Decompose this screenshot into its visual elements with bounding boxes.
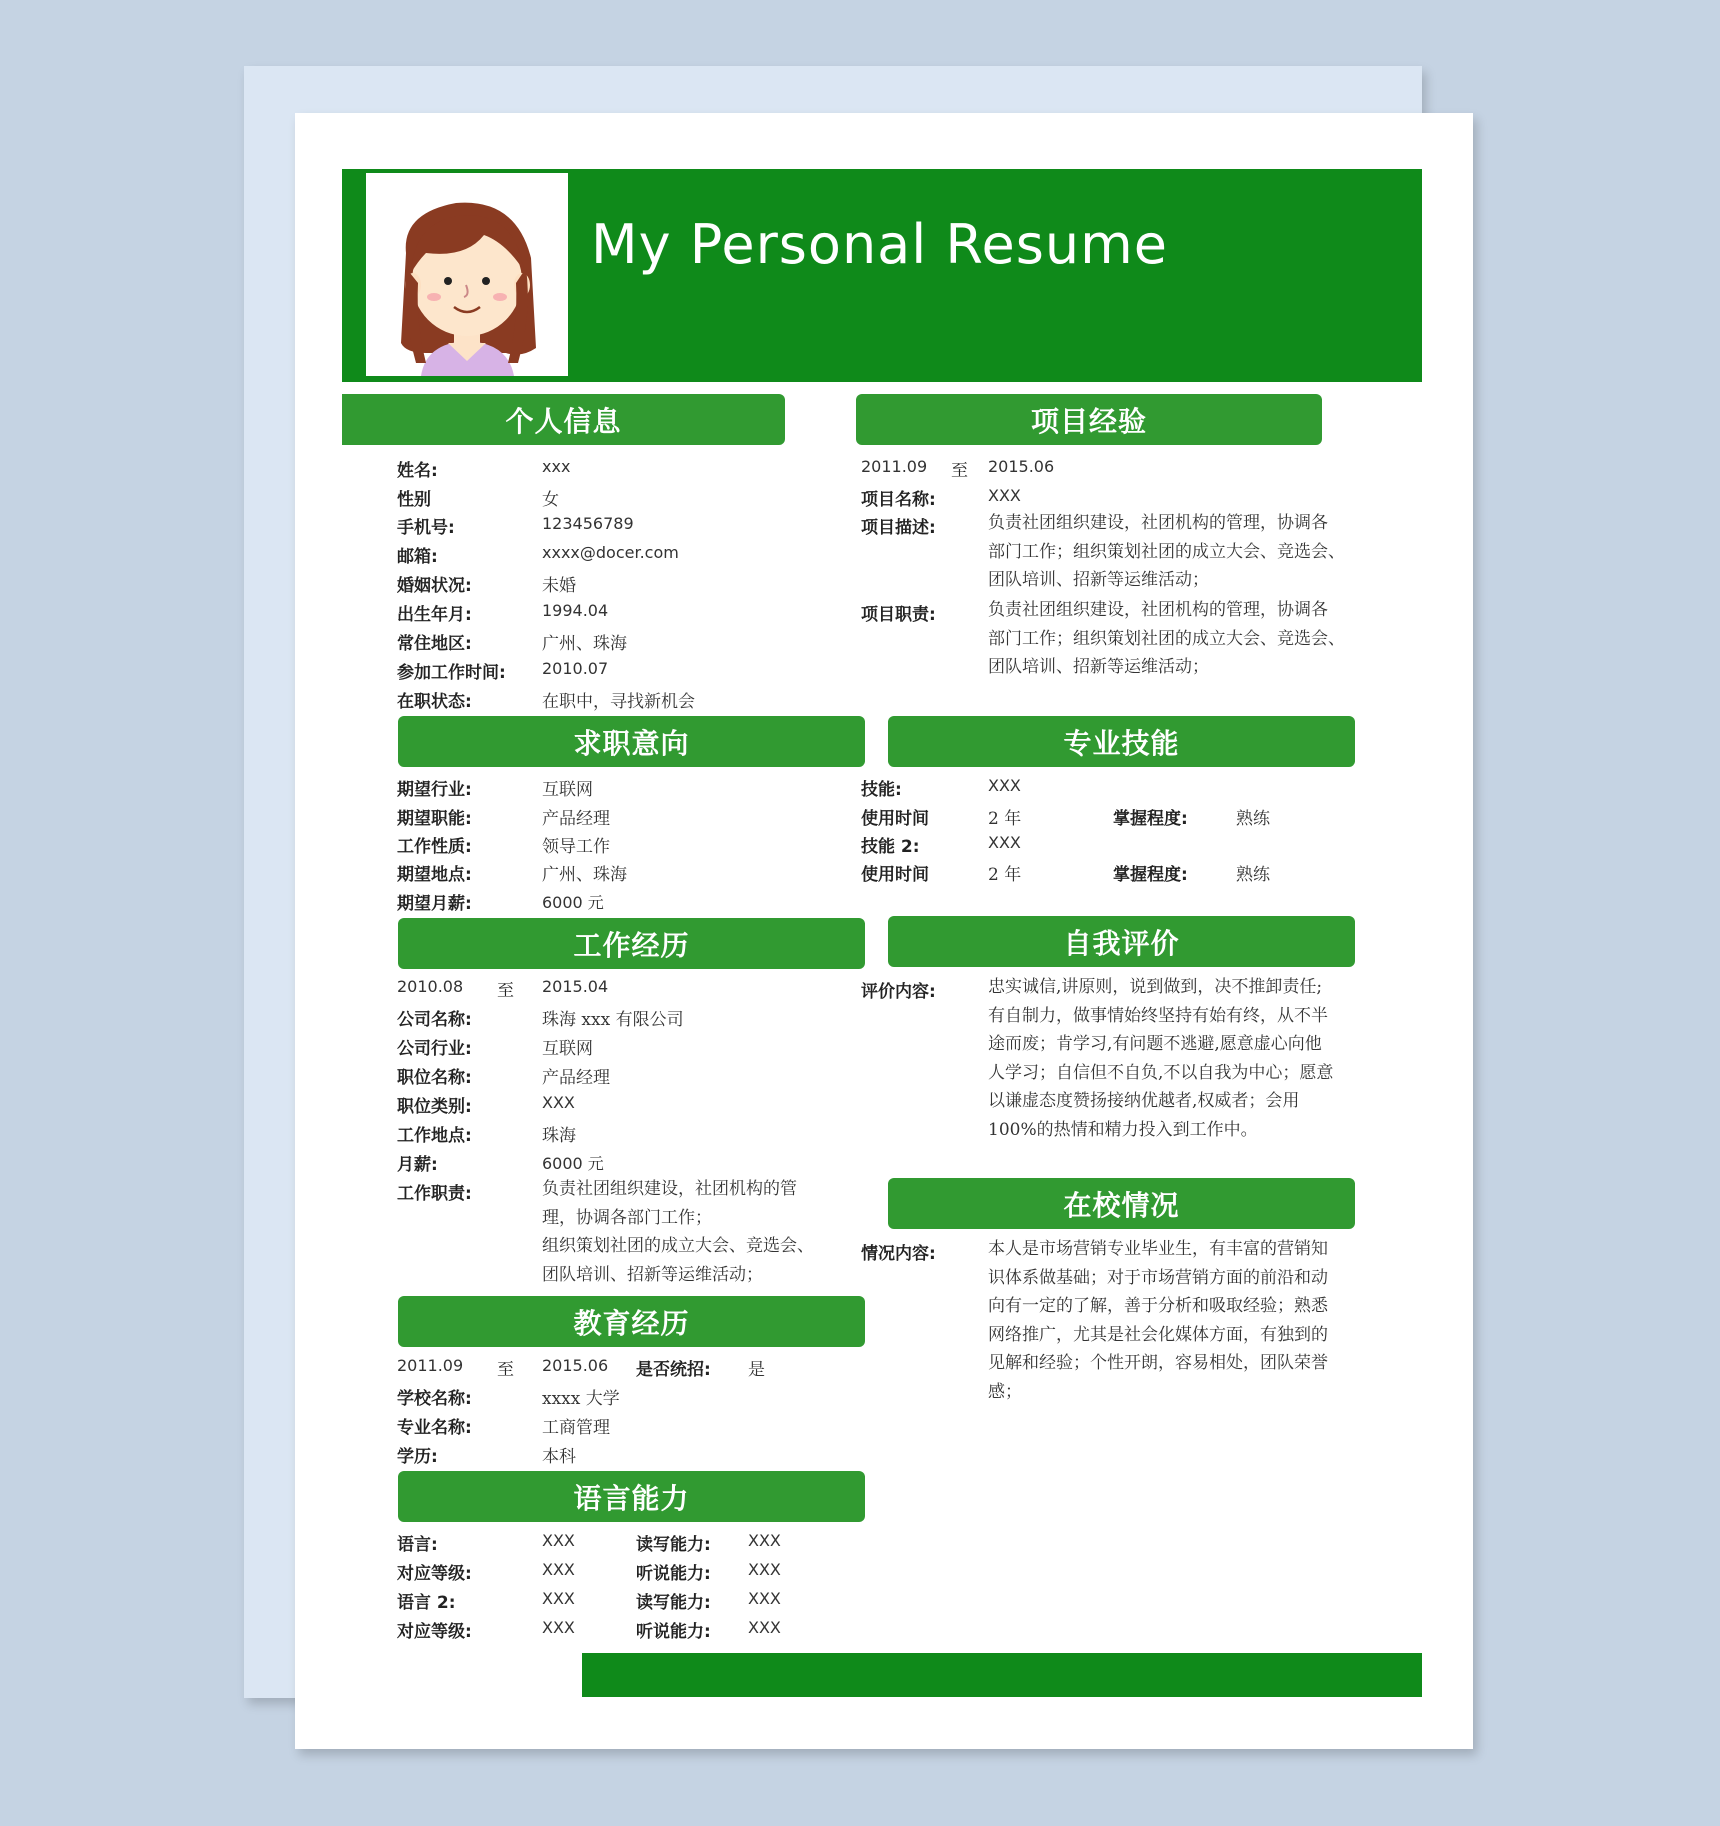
text-line: 组织策划社团的成立大会、竞选会、 (542, 1236, 814, 1256)
work-label: 月薪: (397, 1155, 438, 1175)
work-label: 职位名称: (397, 1068, 472, 1088)
section-self-header: 自我评价 (888, 916, 1355, 967)
skill-level: 熟练 (1236, 809, 1270, 829)
text-line: 见解和经验；个性开朗，容易相处，团队荣誉 (988, 1353, 1328, 1373)
project-duty (988, 596, 1345, 682)
page-title: My Personal Resume (591, 213, 1168, 276)
text-line: 负责社团组织建设，社团机构的管理，协调各 (988, 513, 1328, 533)
work-value: 6000 元 (542, 1154, 604, 1173)
edu-value: 本科 (542, 1447, 576, 1467)
intent-label: 期望月薪: (397, 894, 472, 914)
work-value: 产品经理 (542, 1068, 610, 1088)
avatar (366, 173, 568, 376)
personal-value: 未婚 (542, 576, 576, 596)
text-line: 本人是市场营销专业毕业生，有丰富的营销知 (988, 1239, 1328, 1259)
text-line: 途而废；肯学习,有问题不逃避,愿意虚心向他 (988, 1034, 1322, 1054)
text-line: 负责社团组织建设，社团机构的管 (542, 1179, 797, 1199)
work-label: 公司名称: (397, 1010, 472, 1030)
text-line: 部门工作；组织策划社团的成立大会、竞选会、 (988, 541, 1345, 562)
text-line: 感； (988, 1381, 1022, 1402)
work-value: XXX (542, 1093, 575, 1112)
edu-label: 学历: (397, 1447, 438, 1467)
personal-value: xxx (542, 457, 571, 476)
work-end: 2015.04 (542, 977, 609, 996)
girl-avatar-icon (366, 173, 568, 376)
skill-time-label: 使用时间 (861, 865, 929, 885)
project-start: 2011.09 (861, 457, 928, 476)
personal-value: 1994.04 (542, 601, 609, 620)
lang-label: 读写能力: (636, 1535, 711, 1555)
edu-end: 2015.06 (542, 1356, 609, 1375)
skill-level-label: 掌握程度: (1113, 809, 1188, 829)
edu-start: 2011.09 (397, 1356, 464, 1375)
project-to: 至 (951, 461, 968, 481)
edu-to: 至 (497, 1360, 514, 1380)
text-line: 团队培训、招新等运维活动； (542, 1264, 763, 1285)
text-line: 负责社团组织建设，社团机构的管理，协调各 (988, 600, 1328, 620)
edu-value: 工商管理 (542, 1418, 610, 1438)
personal-value: 在职中，寻找新机会 (542, 692, 695, 712)
lang-value: XXX (542, 1618, 575, 1637)
text-line: 以谦虚态度赞扬接纳优越者,权威者；会用 (988, 1091, 1300, 1111)
work-start: 2010.08 (397, 977, 464, 996)
intent-label: 工作性质: (397, 837, 472, 857)
section-personal-header: 个人信息 (342, 394, 785, 445)
personal-label: 参加工作时间: (397, 663, 506, 683)
text-line: 忠实诚信,讲原则，说到做到，决不推卸责任; (988, 977, 1323, 997)
personal-label: 邮箱: (397, 547, 438, 567)
personal-label: 手机号: (397, 518, 455, 538)
lang-value: XXX (748, 1618, 781, 1637)
personal-value: 女 (542, 490, 559, 510)
intent-value: 6000 元 (542, 893, 604, 912)
section-campus-header: 在校情况 (888, 1178, 1355, 1229)
work-label: 公司行业: (397, 1039, 472, 1059)
lang-value: XXX (748, 1589, 781, 1608)
skill-time: 2 年 (988, 865, 1022, 885)
text-line: 100%的热情和精力投入到工作中。 (988, 1119, 1258, 1140)
personal-label: 婚姻状况: (397, 576, 472, 596)
section-language-header: 语言能力 (398, 1471, 865, 1522)
skill-level: 熟练 (1236, 865, 1270, 885)
work-to: 至 (497, 981, 514, 1001)
section-work-header: 工作经历 (398, 918, 865, 969)
section-project-header: 项目经验 (856, 394, 1322, 445)
lang-label: 语言: (397, 1535, 438, 1555)
edu-unified: 是 (748, 1360, 765, 1380)
edu-label: 专业名称: (397, 1418, 472, 1438)
work-duty-label: 工作职责: (397, 1184, 472, 1204)
resume-page (295, 113, 1473, 1749)
footer-bar (582, 1653, 1422, 1697)
personal-label: 姓名: (397, 461, 438, 481)
lang-value: XXX (748, 1531, 781, 1550)
text-line: 网络推广，尤其是社会化媒体方面，有独到的 (988, 1324, 1328, 1345)
lang-value: XXX (542, 1531, 575, 1550)
skill-value: XXX (988, 776, 1021, 795)
skill-value: XXX (988, 833, 1021, 852)
text-line: 团队培训、招新等运维活动； (988, 657, 1209, 677)
campus-label: 情况内容: (861, 1244, 936, 1264)
personal-label: 在职状态: (397, 692, 472, 712)
intent-value: 互联网 (542, 780, 593, 800)
project-desc (988, 509, 1345, 595)
text-line: 向有一定的了解，善于分析和吸取经验；熟悉 (988, 1296, 1328, 1316)
text-line: 团队培训、招新等运维活动； (988, 570, 1209, 590)
skill-label: 技能 2: (861, 837, 920, 857)
self-content (988, 973, 1333, 1144)
lang-label: 听说能力: (636, 1564, 711, 1584)
lang-label: 对应等级: (397, 1622, 472, 1642)
work-label: 职位类别: (397, 1097, 472, 1117)
intent-label: 期望行业: (397, 780, 472, 800)
intent-value: 产品经理 (542, 809, 610, 829)
lang-value: XXX (748, 1560, 781, 1579)
lang-label: 对应等级: (397, 1564, 472, 1584)
campus-content (988, 1235, 1328, 1406)
personal-value: 123456789 (542, 514, 634, 533)
section-intent-header: 求职意向 (398, 716, 865, 767)
lang-value: XXX (542, 1589, 575, 1608)
lang-value: XXX (542, 1560, 575, 1579)
text-line: 理，协调各部门工作； (542, 1207, 712, 1228)
edu-unified-label: 是否统招: (636, 1360, 711, 1380)
personal-value: 2010.07 (542, 659, 609, 678)
work-duty (542, 1175, 814, 1289)
lang-label: 语言 2: (397, 1593, 456, 1613)
text-line: 人学习；自信但不自负,不以自我为中心；愿意 (988, 1062, 1334, 1083)
personal-label: 出生年月: (397, 605, 472, 625)
edu-value: xxxx 大学 (542, 1389, 620, 1409)
personal-label: 常住地区: (397, 634, 472, 654)
intent-label: 期望职能: (397, 809, 472, 829)
text-line: 识体系做基础；对于市场营销方面的前沿和动 (988, 1267, 1328, 1288)
section-education-header: 教育经历 (398, 1296, 865, 1347)
intent-value: 广州、珠海 (542, 865, 627, 885)
personal-value: xxxx@docer.com (542, 543, 679, 562)
intent-label: 期望地点: (397, 865, 472, 885)
skill-level-label: 掌握程度: (1113, 865, 1188, 885)
skill-label: 技能: (861, 780, 902, 800)
work-value: 珠海 (542, 1126, 576, 1146)
personal-value: 广州、珠海 (542, 634, 627, 654)
skill-time-label: 使用时间 (861, 809, 929, 829)
project-desc-label: 项目描述: (861, 518, 936, 538)
resume-header (342, 169, 1422, 382)
personal-label: 性别 (397, 490, 431, 510)
project-name-label: 项目名称: (861, 490, 936, 510)
project-duty-label: 项目职责: (861, 605, 936, 625)
text-line: 部门工作；组织策划社团的成立大会、竞选会、 (988, 628, 1345, 649)
skill-time: 2 年 (988, 809, 1022, 829)
self-label: 评价内容: (861, 982, 936, 1002)
project-name: XXX (988, 486, 1021, 505)
intent-value: 领导工作 (542, 837, 610, 857)
work-label: 工作地点: (397, 1126, 472, 1146)
work-value: 互联网 (542, 1039, 593, 1059)
lang-label: 读写能力: (636, 1593, 711, 1613)
project-end: 2015.06 (988, 457, 1055, 476)
text-line: 有自制力，做事情始终坚持有始有终，从不半 (988, 1005, 1328, 1026)
work-value: 珠海 xxx 有限公司 (542, 1010, 684, 1030)
section-skills-header: 专业技能 (888, 716, 1355, 767)
lang-label: 听说能力: (636, 1622, 711, 1642)
edu-label: 学校名称: (397, 1389, 472, 1409)
